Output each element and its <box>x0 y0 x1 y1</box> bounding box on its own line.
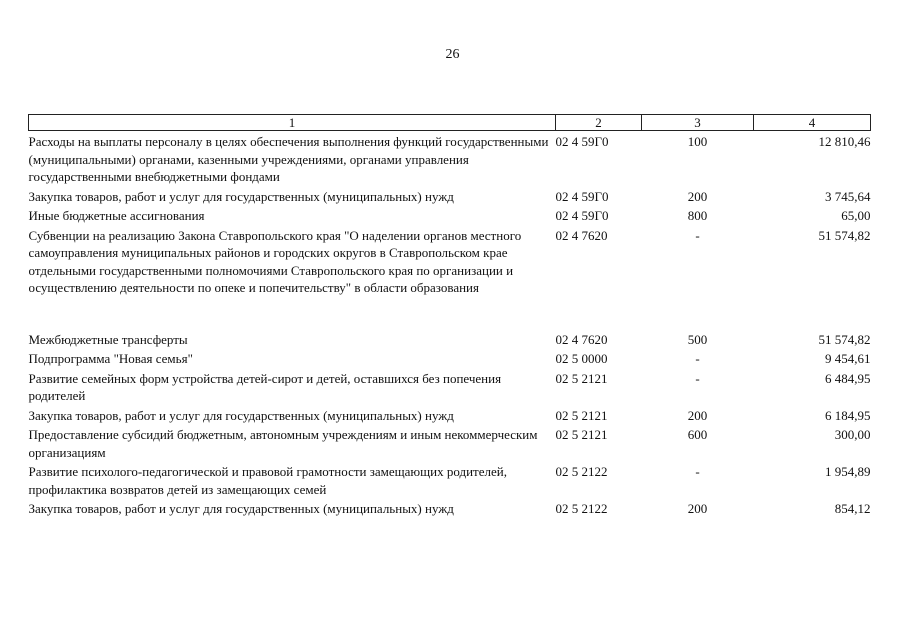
row-name: Межбюджетные трансферты <box>28 331 188 347</box>
table-header-row <box>29 115 871 131</box>
row-expense-type: - <box>695 351 700 366</box>
row-amount: 51 574,82 <box>818 331 871 347</box>
table-row <box>29 498 871 518</box>
row-code: 02 4 59Г0 <box>555 208 609 223</box>
row-code: 02 5 0000 <box>555 351 608 366</box>
row-code: 02 5 2122 <box>555 501 608 516</box>
row-expense-type: - <box>695 227 700 243</box>
row-amount: 300,00 <box>834 427 871 442</box>
row-expense-type: - <box>695 370 700 386</box>
row-name: Закупка товаров, работ и услуг для государственных (муниципальных) нужд <box>28 188 454 204</box>
table-row <box>29 405 871 425</box>
row-amount: 12 810,46 <box>818 134 871 149</box>
row-amount: 6 184,95 <box>825 407 871 423</box>
table-row <box>29 329 871 349</box>
row-name: Подпрограмма "Новая семья" <box>28 351 193 366</box>
row-name: Закупка товаров, работ и услуг для государственных (муниципальных) нужд <box>28 501 454 516</box>
row-name: Расходы на выплаты персоналу в целях обеспечения выполнения функций государственными (муниципальными) органами, казенными учреждениями, органами управления государственными внебюджетными фондами <box>28 134 549 184</box>
row-name: Иные бюджетные ассигнования <box>28 208 205 223</box>
table-row <box>29 368 871 405</box>
row-amount: 51 574,82 <box>818 227 871 243</box>
column-header-1: 1 <box>29 115 556 131</box>
table-row <box>29 205 871 225</box>
column-header-2: 2 <box>556 115 642 131</box>
table-row <box>29 348 871 368</box>
row-name: Развитие семейных форм устройства детей-сирот и детей, оставшихся без попечения родителей <box>28 370 502 403</box>
row-expense-type: - <box>695 464 700 479</box>
row-expense-type: 200 <box>687 501 708 516</box>
table-row <box>29 186 871 206</box>
row-expense-type: 600 <box>687 427 708 442</box>
row-amount: 3 745,64 <box>825 188 871 204</box>
row-amount: 854,12 <box>834 501 871 516</box>
row-amount: 1 954,89 <box>825 464 871 479</box>
row-expense-type: 800 <box>687 208 708 223</box>
row-code: 02 4 59Г0 <box>555 188 609 204</box>
row-amount: 6 484,95 <box>825 370 871 386</box>
row-expense-type: 200 <box>687 407 708 423</box>
row-code: 02 5 2121 <box>555 427 608 442</box>
row-expense-type: 100 <box>687 134 708 149</box>
row-code: 02 4 7620 <box>555 227 608 243</box>
table-row <box>29 225 871 297</box>
row-code: 02 4 59Г0 <box>555 134 609 149</box>
row-name: Развитие психолого-педагогической и правовой грамотности замещающих родителей, профилактика возвратов детей из замещающих семей <box>28 464 507 497</box>
table-row <box>29 461 871 498</box>
page-number: 26 <box>445 47 460 62</box>
column-header-3: 3 <box>642 115 754 131</box>
table-spacer-row <box>29 297 871 329</box>
row-name: Предоставление субсидий бюджетным, автономным учреждениям и иным некоммерческим организациям <box>28 427 538 460</box>
budget-table <box>28 114 871 518</box>
table-row <box>29 131 871 186</box>
row-code: 02 5 2121 <box>555 370 608 386</box>
row-code: 02 4 7620 <box>555 331 608 347</box>
row-name: Закупка товаров, работ и услуг для государственных (муниципальных) нужд <box>28 407 454 423</box>
table-row <box>29 424 871 461</box>
row-amount: 9 454,61 <box>825 351 871 366</box>
row-code: 02 5 2121 <box>555 407 608 423</box>
row-code: 02 5 2122 <box>555 464 608 479</box>
row-name: Субвенции на реализацию Закона Ставропольского края "О наделении органов местного самоуправления муниципальных районов и городских округов в Ставропольском крае отдельными государственными полномочиями Ставропольского края по организации и осуществлению деятельности по опеке и попечительству" в области образования <box>28 227 522 295</box>
row-expense-type: 200 <box>687 188 708 204</box>
column-header-4: 4 <box>754 115 871 131</box>
row-amount: 65,00 <box>841 208 871 223</box>
row-expense-type: 500 <box>687 331 708 347</box>
